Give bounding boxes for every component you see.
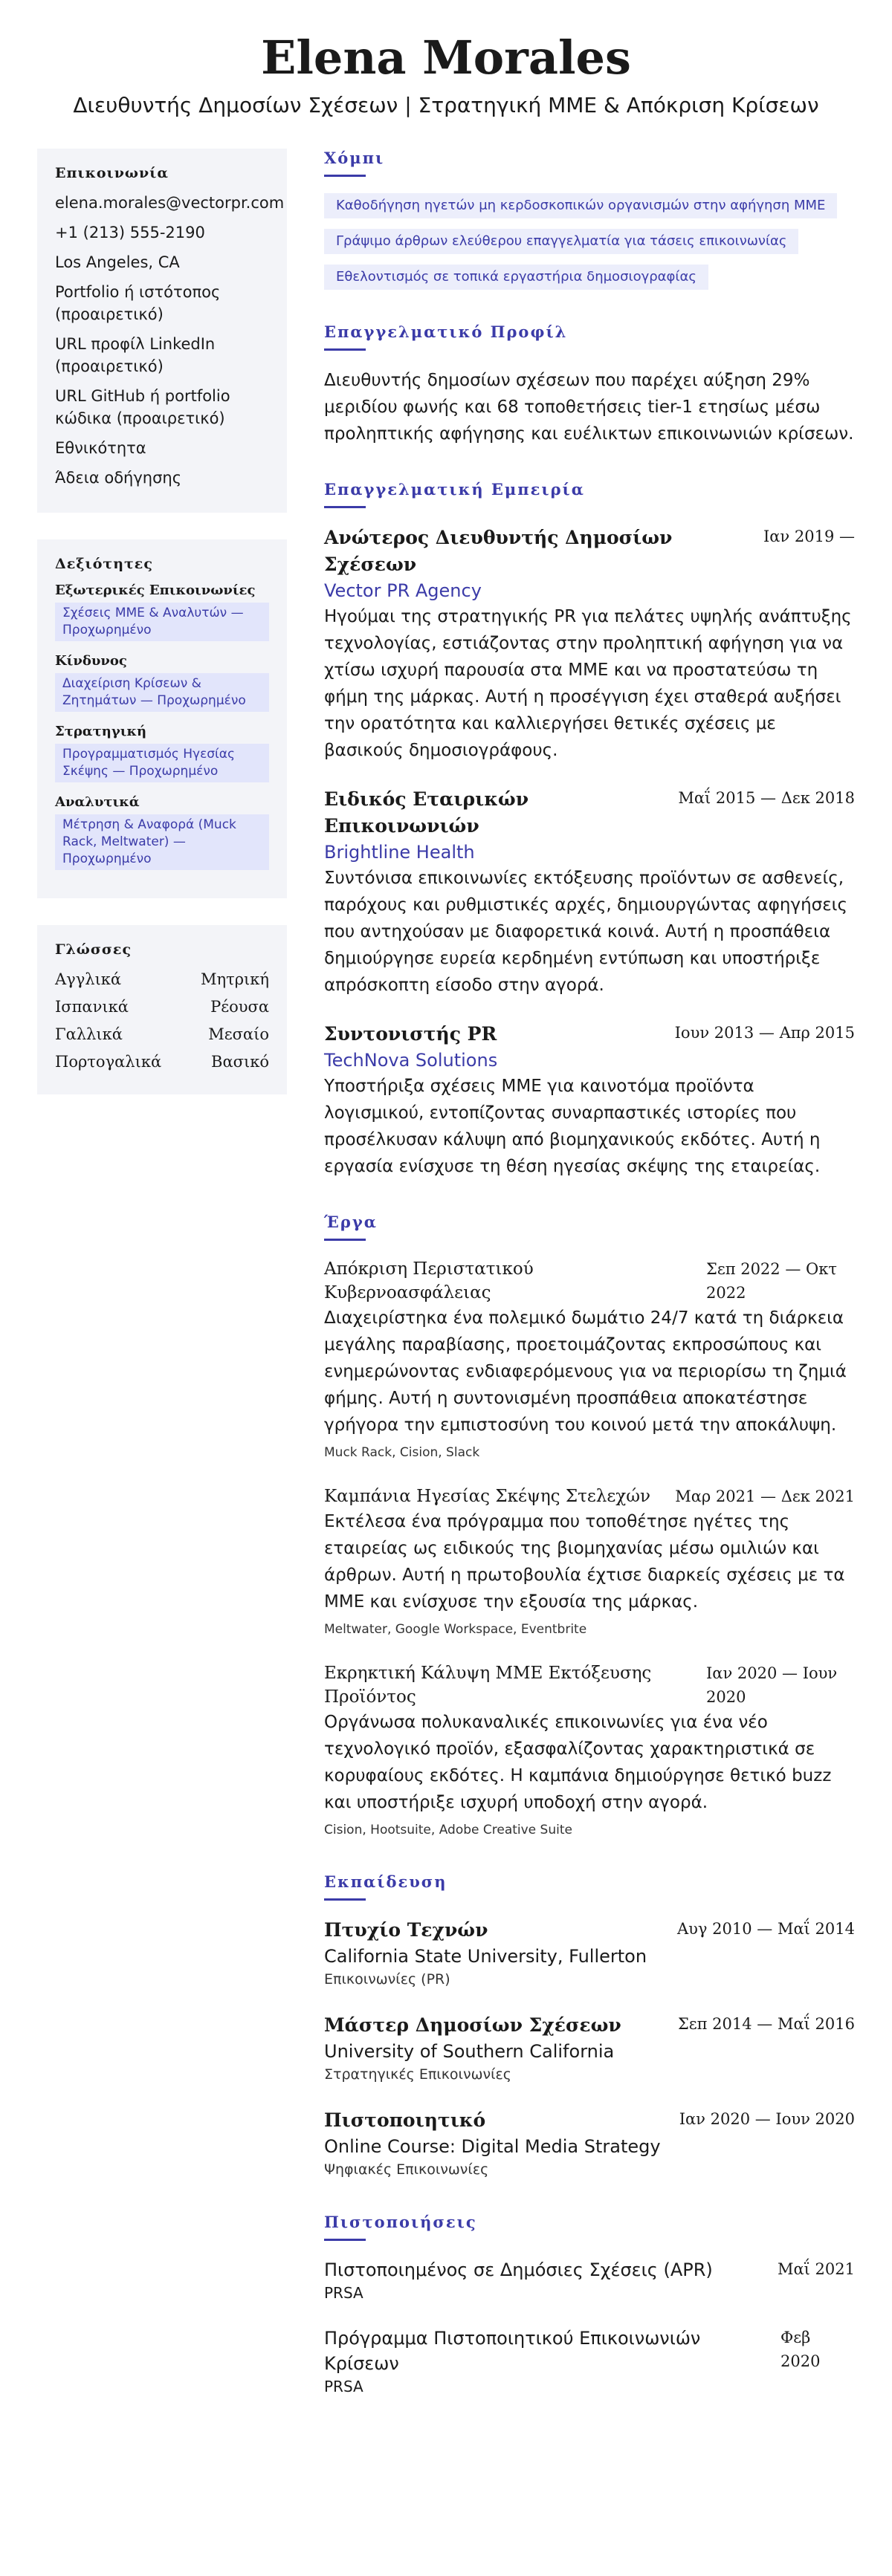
hobby-tag: Γράψιμο άρθρων ελεύθερου επαγγελματία για τάσεις επικοινωνίας bbox=[324, 229, 798, 254]
language-name: Πορτογαλικά bbox=[55, 1053, 162, 1071]
skill-category: Κίνδυνος bbox=[55, 653, 127, 669]
skill-group bbox=[55, 653, 269, 712]
skill-category: Στρατηγική bbox=[55, 724, 147, 739]
degree-title: Πτυχίο Τεχνών bbox=[324, 1919, 488, 1941]
profile-section bbox=[324, 322, 855, 447]
skills-box bbox=[37, 539, 287, 898]
experience-heading: Επαγγελματική Εμπειρία bbox=[324, 480, 585, 499]
skill-group bbox=[55, 583, 269, 641]
project-date: Ιαν 2020 — Ιουν 2020 bbox=[706, 1664, 838, 1706]
job-date: Μαΐ 2015 — Δεκ 2018 bbox=[678, 789, 855, 807]
project-date: Μαρ 2021 — Δεκ 2021 bbox=[675, 1487, 855, 1505]
section-rule bbox=[324, 506, 366, 508]
section-rule bbox=[324, 175, 366, 177]
contact-linkedin[interactable]: URL προφίλ LinkedIn (προαιρετικό) bbox=[55, 335, 216, 375]
project-title: Απόκριση Περιστατικού Κυβερνοασφάλειας bbox=[324, 1259, 534, 1302]
contact-nationality: Εθνικότητα bbox=[55, 439, 146, 457]
education-date: Αυγ 2010 — Μαΐ 2014 bbox=[677, 1920, 855, 1938]
job-title: Συντονιστής PR bbox=[324, 1023, 497, 1045]
project-entry bbox=[324, 1257, 855, 1462]
skill-tag: Διαχείριση Κρίσεων & Ζητημάτων — Προχωρημένο bbox=[55, 673, 269, 712]
profile-text: Διευθυντής δημοσίων σχέσεων που παρέχει αύξηση 29% μεριδίου φωνής και 68 τοποθετήσεις tier-1 ετησίως μέσω προληπτικής αφήγησης και ευέλικτων επικοινωνιών κρίσεων. bbox=[324, 371, 854, 444]
education-date: Ιαν 2020 — Ιουν 2020 bbox=[679, 2110, 855, 2128]
degree-title: Πιστοποιητικό bbox=[324, 2109, 486, 2131]
skill-category: Αναλυτικά bbox=[55, 794, 140, 810]
languages-box bbox=[37, 925, 287, 1094]
contact-portfolio[interactable]: Portfolio ή ιστότοπος (προαιρετικό) bbox=[55, 283, 221, 323]
resume-header bbox=[0, 0, 892, 120]
language-row bbox=[55, 968, 269, 990]
certification-date: Μαΐ 2021 bbox=[777, 2260, 855, 2278]
job-title: Ειδικός Εταιρικών Επικοινωνιών bbox=[324, 788, 529, 837]
language-row bbox=[55, 1051, 269, 1073]
section-rule bbox=[324, 1239, 366, 1241]
certification-title: Πιστοποιημένος σε Δημόσιες Σχέσεις (APR) bbox=[324, 2259, 713, 2280]
projects-heading: Έργα bbox=[324, 1213, 378, 1231]
experience-section bbox=[324, 480, 855, 1180]
project-entry bbox=[324, 1485, 855, 1639]
language-name: Ισπανικά bbox=[55, 998, 129, 1016]
certification-entry bbox=[324, 2257, 855, 2303]
company-name: Vector PR Agency bbox=[324, 580, 482, 601]
skill-category: Εξωτερικές Επικοινωνίες bbox=[55, 583, 256, 598]
skill-tag: Σχέσεις ΜΜΕ & Αναλυτών — Προχωρημένο bbox=[55, 603, 269, 641]
contact-location: Los Angeles, CA bbox=[55, 253, 180, 271]
project-title: Καμπάνια Ηγεσίας Σκέψης Στελεχών bbox=[324, 1487, 650, 1506]
languages-heading: Γλώσσες bbox=[55, 941, 132, 958]
language-row bbox=[55, 996, 269, 1018]
certification-entry bbox=[324, 2326, 855, 2397]
certification-issuer: PRSA bbox=[324, 2284, 363, 2302]
degree-title: Μάστερ Δημοσίων Σχέσεων bbox=[324, 2014, 621, 2036]
skills-heading: Δεξιότητες bbox=[55, 556, 153, 572]
school-name: Online Course: Digital Media Strategy bbox=[324, 2136, 661, 2157]
contact-box bbox=[37, 149, 287, 513]
language-level: Ρέουσα bbox=[210, 998, 269, 1016]
education-entry bbox=[324, 2107, 855, 2180]
skill-group bbox=[55, 724, 269, 782]
contact-github[interactable]: URL GitHub ή portfolio κώδικα (προαιρετικό) bbox=[55, 387, 230, 427]
section-rule bbox=[324, 1898, 366, 1901]
experience-entry bbox=[324, 786, 855, 999]
certifications-heading: Πιστοποιήσεις bbox=[324, 2213, 477, 2231]
language-level: Μητρική bbox=[201, 970, 269, 988]
contact-heading: Επικοινωνία bbox=[55, 165, 169, 181]
skill-tag: Μέτρηση & Αναφορά (Muck Rack, Meltwater) — Προχωρημένο bbox=[55, 814, 269, 870]
school-name: University of Southern California bbox=[324, 2041, 615, 2062]
company-name: TechNova Solutions bbox=[324, 1050, 498, 1071]
study-field: Ψηφιακές Επικοινωνίες bbox=[324, 2161, 489, 2178]
education-date: Σεπ 2014 — Μαΐ 2016 bbox=[677, 2015, 855, 2033]
language-level: Βασικό bbox=[211, 1053, 269, 1071]
school-name: California State University, Fullerton bbox=[324, 1946, 647, 1967]
language-level: Μεσαίο bbox=[208, 1025, 269, 1043]
section-rule bbox=[324, 348, 366, 351]
hobbies-section bbox=[324, 149, 855, 290]
project-description: Διαχειρίστηκα ένα πολεμικό δωμάτιο 24/7 κατά τη διάρκεια μεγάλης παραβίασης, προετοιμάζοντας εκπροσώπους και ενημερώνοντας ενδιαφερόμενους για να περιορίσω τη ζημιά φήμης. Αυτή η συντονισμένη προσπάθεια αποκατέστησε γρήγορα την εμπιστοσύνη του κοινού μετά την αποκάλυψη. bbox=[324, 1308, 847, 1435]
job-description: Συντόνισα επικοινωνίες εκτόξευσης προϊόντων σε ασθενείς, παρόχους και ρυθμιστικές αρχές, δημιουργώντας αφηγήσεις που αντηχούσαν με διαφορετικά κοινά. Αυτή η προσπάθεια δημιούργησε ευρεία κερδημένη εντύπωση και υποστήριξε απρόσκοπτη είσοδο στην αγορά. bbox=[324, 869, 847, 995]
job-description: Ηγούμαι της στρατηγικής PR για πελάτες υψηλής ανάπτυξης τεχνολογίας, εστιάζοντας στην προληπτική αφήγηση για να χτίσω ισχυρή παρουσία στα ΜΜΕ και να προστατεύσω τη φήμη της μάρκας. Αυτή η προσέγγιση έχει σταθερά αυξήσει την ορατότητα και καλλιεργήσει θετικές σχέσεις με βασικούς δημοσιογράφους. bbox=[324, 607, 852, 760]
language-row bbox=[55, 1023, 269, 1045]
language-name: Αγγλικά bbox=[55, 970, 122, 988]
education-heading: Εκπαίδευση bbox=[324, 1872, 447, 1891]
certification-date: Φεβ 2020 bbox=[780, 2329, 821, 2370]
job-description: Υποστήριξα σχέσεις ΜΜΕ για καινοτόμα προϊόντα λογισμικού, εντοπίζοντας συναρπαστικές ιστορίες που προσέλκυσαν κάλυψη από βιομηχανικούς εκδότες. Αυτή η εργασία ενίσχυσε τη θέση ηγεσίας σκέψης της εταιρείας. bbox=[324, 1077, 821, 1176]
job-date: Ιαν 2019 — bbox=[763, 528, 855, 545]
section-rule bbox=[324, 2239, 366, 2241]
job-date: Ιουν 2013 — Απρ 2015 bbox=[674, 1024, 855, 1042]
hobby-tag: Εθελοντισμός σε τοπικά εργαστήρια δημοσιογραφίας bbox=[324, 265, 708, 290]
project-entry bbox=[324, 1661, 855, 1840]
project-tools: Muck Rack, Cision, Slack bbox=[324, 1445, 480, 1460]
education-entry bbox=[324, 1917, 855, 1990]
project-date: Σεπ 2022 — Οκτ 2022 bbox=[706, 1260, 837, 1302]
certification-issuer: PRSA bbox=[324, 2378, 363, 2395]
experience-entry bbox=[324, 525, 855, 764]
certifications-section bbox=[324, 2213, 855, 2397]
project-title: Εκρηκτική Κάλυψη ΜΜΕ Εκτόξευσης Προϊόντος bbox=[324, 1664, 652, 1707]
skill-group bbox=[55, 794, 269, 870]
project-tools: Cision, Hootsuite, Adobe Creative Suite bbox=[324, 1823, 572, 1837]
projects-section bbox=[324, 1213, 855, 1840]
education-section bbox=[324, 1872, 855, 2180]
study-field: Στρατηγικές Επικοινωνίες bbox=[324, 2066, 511, 2083]
contact-license: Άδεια οδήγησης bbox=[55, 469, 182, 487]
certification-title: Πρόγραμμα Πιστοποιητικού Επικοινωνιών Κρίσεων bbox=[324, 2328, 701, 2374]
experience-entry bbox=[324, 1021, 855, 1180]
education-entry bbox=[324, 2012, 855, 2085]
skill-tag: Προγραμματισμός Ηγεσίας Σκέψης — Προχωρημένο bbox=[55, 744, 269, 782]
candidate-name: Elena Morales bbox=[261, 30, 631, 85]
job-title: Ανώτερος Διευθυντής Δημοσίων Σχέσεων bbox=[324, 527, 673, 575]
hobby-tag: Καθοδήγηση ηγετών μη κερδοσκοπικών οργανισμών στην αφήγηση ΜΜΕ bbox=[324, 193, 837, 218]
candidate-title: Διευθυντής Δημοσίων Σχέσεων | Στρατηγική ΜΜΕ & Απόκριση Κρίσεων bbox=[73, 93, 819, 117]
company-name: Brightline Health bbox=[324, 842, 475, 863]
main-column bbox=[324, 149, 855, 2430]
profile-heading: Επαγγελματικό Προφίλ bbox=[324, 322, 568, 341]
contact-email[interactable]: elena.morales@vectorpr.com bbox=[55, 194, 285, 212]
project-description: Εκτέλεσα ένα πρόγραμμα που τοποθέτησε ηγέτες της εταιρείας ως ειδικούς της βιομηχανίας μέσω ομιλιών και άρθρων. Αυτή η πρωτοβουλία έχτισε διαρκείς σχέσεις με τα ΜΜΕ και ενίσχυσε την εξουσία της μάρκας. bbox=[324, 1512, 845, 1612]
project-description: Οργάνωσα πολυκαναλικές επικοινωνίες για ένα νέο τεχνολογικό προϊόν, εξασφαλίζοντας χαρακτηριστικά σε κορυφαίους εκδότες. Η καμπάνια δημιούργησε θετικό buzz και υποστήριξε ισχυρή υποδοχή στην αγορά. bbox=[324, 1713, 832, 1812]
project-tools: Meltwater, Google Workspace, Eventbrite bbox=[324, 1622, 587, 1637]
sidebar bbox=[37, 149, 287, 1121]
hobbies-heading: Χόμπι bbox=[324, 149, 385, 167]
language-name: Γαλλικά bbox=[55, 1025, 123, 1043]
study-field: Επικοινωνίες (PR) bbox=[324, 1971, 450, 1988]
contact-phone[interactable]: +1 (213) 555-2190 bbox=[55, 224, 205, 241]
